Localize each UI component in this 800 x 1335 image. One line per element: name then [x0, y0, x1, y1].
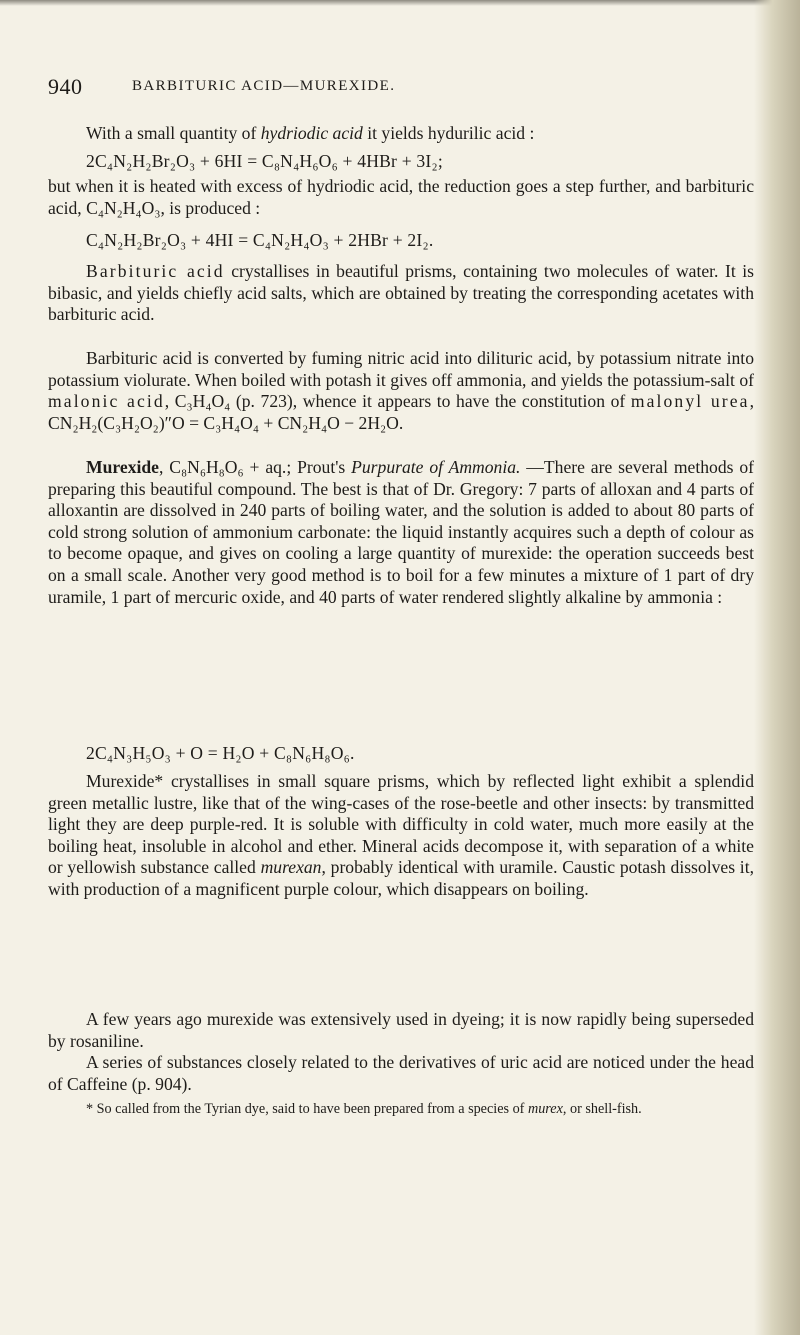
equation-hydurilic: 2C₄N₂H₂Br₂O₃ + 6HI = C₈N₄H₆O₆ + 4HBr + 3I₂; [86, 151, 443, 171]
page-number: 940 [48, 74, 83, 99]
paragraph-barbituric-reactions: Barbituric acid is converted by fuming nitric acid into dilituric acid, by potassium nitrate into potassium violurate. When boiled with potash it gives off ammonia, and yields the potassium-salt of malonic acid, C₃H₄O₄ (p. 723), whence it appears to have the constitution of malonyl urea, CN₂H₂(C₃H₂O₂)″O = C₃H₄O₄ + CN₂H₄O − 2H₂O. [48, 348, 754, 433]
paragraph-murexide-preparation: Murexide, C₈N₆H₈O₆ + aq.; Prout's Purpurate of Ammonia. —There are several methods of preparing this beautiful compound. The best is that of Dr. Gregory: 7 parts of alloxan and 4 parts of alloxantin are dissolved in 240 parts of boiling water, and the solution is added to about 80 parts of cold strong solution of ammonium carbonate: the liquid instantly acquires such a depth of colour as to become opaque, and gives on cooling a large quantity of murexide: the operation succeeds best on a small scale. Another very good method is to boil for a few minutes a mixture of 1 part of dry uramile, 1 part of mercuric oxide, and 40 parts of water rendered slightly alkaline by ammonia : [48, 457, 755, 607]
page-gutter-shadow [754, 0, 800, 1335]
paragraph-hydriodic: With a small quantity of hydriodic acid it yields hydurilic acid : [86, 123, 535, 143]
paragraph-dyeing: A few years ago murexide was extensively used in dyeing; it is now rapidly being superseded by rosaniline. [48, 1009, 754, 1051]
page-top-edge [0, 0, 800, 6]
equation-barbituric: C₄N₂H₂Br₂O₃ + 4HI = C₄N₂H₄O₃ + 2HBr + 2I₂. [86, 230, 434, 250]
paragraph-murexide-properties: Murexide* crystallises in small square prisms, which by reflected light exhibit a splendid green metallic lustre, like that of the wing-cases of the rose-beetle and other insects: by transmitted light they are deep purple-red. It is soluble with difficulty in cold water, much more easily at the boiling heat, insoluble in alcohol and ether. Mineral acids decompose it, with separation of a white or yellowish substance called murexan, probably identical with uramile. Caustic potash dissolves it, with production of a magnificent purple colour, which disappears on boiling. [48, 771, 754, 899]
paragraph-reduction: but when it is heated with excess of hydriodic acid, the reduction goes a step further, and barbituric acid, C₄N₂H₄O₃, is produced : [48, 176, 754, 218]
running-title: BARBITURIC ACID—MUREXIDE. [132, 78, 396, 94]
paragraph-related-substances: A series of substances closely related to the derivatives of uric acid are noticed under the head of Caffeine (p. 904). [48, 1052, 754, 1094]
equation-murexide: 2C₄N₃H₅O₃ + O = H₂O + C₈N₆H₈O₆. [86, 743, 355, 763]
footnote: * So called from the Tyrian dye, said to have been prepared from a species of murex, or shell-fish. [86, 1101, 642, 1117]
paragraph-barbituric-properties: Barbituric acid crystallises in beautiful prisms, containing two molecules of water. It is bibasic, and yields chiefly acid salts, which are obtained by treating the corresponding acetates with barbituric acid. [48, 261, 755, 325]
running-head [48, 74, 754, 104]
